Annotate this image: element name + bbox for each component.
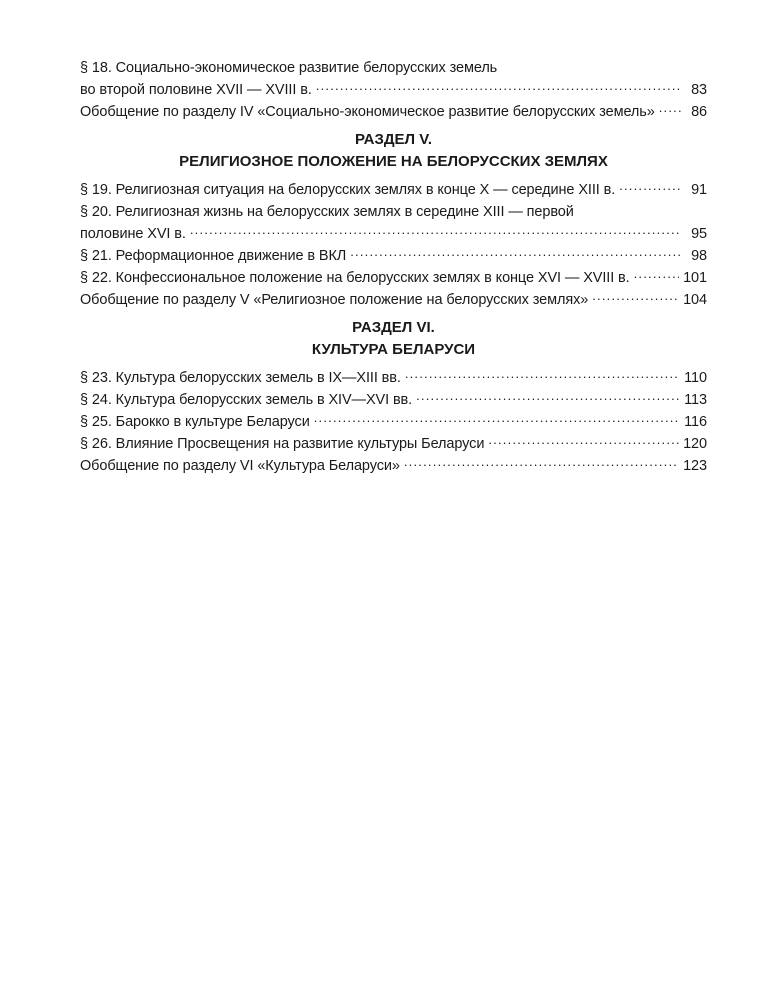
- dot-leader: [404, 456, 679, 471]
- toc-entry-line: [80, 289, 707, 311]
- toc-entry-title: § 26. Влияние Просвещения на развитие культуры Беларуси: [80, 436, 485, 452]
- dot-leader: [659, 102, 681, 117]
- toc-entry-18[interactable]: [80, 57, 707, 101]
- toc-entry-summary-5[interactable]: [80, 289, 707, 311]
- toc-entry-title: § 19. Религиозная ситуация на белорусских землях в конце X — середине XIII в.: [80, 182, 616, 198]
- section-heading-5: [80, 129, 707, 173]
- toc-entry-20[interactable]: [80, 201, 707, 245]
- toc-entry-title: § 24. Культура белорусских земель в XIV—XVI вв.: [80, 392, 413, 408]
- dot-leader: [314, 412, 680, 427]
- toc-entry-line: [80, 433, 707, 455]
- toc-block-section-5: [80, 179, 707, 311]
- toc-page-number: 91: [691, 182, 707, 198]
- toc-entry-19[interactable]: [80, 179, 707, 201]
- table-of-contents: [80, 57, 707, 477]
- section-subtitle: КУЛЬТУРА БЕЛАРУСИ: [311, 341, 476, 358]
- toc-page-number: 95: [691, 226, 707, 242]
- toc-page-number: 98: [691, 248, 707, 264]
- toc-entry-line: [80, 223, 707, 245]
- toc-entry-title: § 18. Социально-экономическое развитие белорусских земель: [80, 60, 498, 76]
- toc-page-number: 104: [683, 292, 707, 308]
- toc-entry-line: [80, 389, 707, 411]
- dot-leader: [316, 80, 681, 95]
- dot-leader: [190, 224, 681, 239]
- toc-page-number: 123: [683, 458, 707, 474]
- toc-entry-line: [80, 101, 707, 123]
- toc-entry-line: [80, 201, 707, 223]
- toc-entry-line: [80, 455, 707, 477]
- toc-page-number: 86: [691, 104, 707, 120]
- section-subtitle: РЕЛИГИОЗНОЕ ПОЛОЖЕНИЕ НА БЕЛОРУССКИХ ЗЕМЛЯХ: [179, 153, 608, 170]
- toc-entry-line: [80, 367, 707, 389]
- toc-block-section-4-end: [80, 57, 707, 123]
- section-title: РАЗДЕЛ V.: [354, 131, 433, 148]
- toc-entry-title: § 23. Культура белорусских земель в IX—XIII вв.: [80, 370, 401, 386]
- toc-page-number: 113: [684, 392, 707, 408]
- section-title: РАЗДЕЛ VI.: [352, 319, 435, 336]
- toc-entry-title: половине XVI в.: [80, 226, 186, 242]
- toc-entry-21[interactable]: [80, 245, 707, 267]
- toc-page-number: 116: [684, 414, 707, 430]
- toc-entry-24[interactable]: [80, 389, 707, 411]
- toc-entry-summary-6[interactable]: [80, 455, 707, 477]
- toc-page-number: 101: [683, 270, 707, 286]
- dot-leader: [405, 368, 680, 383]
- toc-entry-25[interactable]: [80, 411, 707, 433]
- toc-entry-line: [80, 57, 707, 79]
- toc-entry-line: [80, 267, 707, 289]
- dot-leader: [350, 246, 681, 261]
- toc-page-number: 120: [683, 436, 707, 452]
- toc-entry-line: [80, 245, 707, 267]
- toc-entry-title: Обобщение по разделу V «Религиозное положение на белорусских землях»: [80, 292, 589, 308]
- toc-entry-title: § 21. Реформационное движение в ВКЛ: [80, 248, 347, 264]
- toc-entry-26[interactable]: [80, 433, 707, 455]
- toc-entry-line: [80, 179, 707, 201]
- dot-leader: [416, 390, 680, 405]
- dot-leader: [619, 180, 681, 195]
- dot-leader: [634, 268, 680, 283]
- toc-entry-title: § 25. Барокко в культуре Беларуси: [80, 414, 310, 430]
- toc-entry-title: Обобщение по разделу IV «Социально-экономическое развитие белорусских земель»: [80, 104, 655, 120]
- dot-leader: [488, 434, 679, 449]
- toc-block-section-6: [80, 367, 707, 477]
- section-heading-6: [80, 317, 707, 361]
- toc-entry-title: § 20. Религиозная жизнь на белорусских землях в середине XIII — первой: [80, 204, 574, 220]
- toc-entry-title: Обобщение по разделу VI «Культура Беларуси»: [80, 458, 400, 474]
- toc-entry-summary-4[interactable]: [80, 101, 707, 123]
- toc-page-number: 83: [691, 82, 707, 98]
- toc-entry-22[interactable]: [80, 267, 707, 289]
- toc-entry-line: [80, 411, 707, 433]
- dot-leader: [592, 290, 679, 305]
- toc-entry-23[interactable]: [80, 367, 707, 389]
- toc-entry-title: во второй половине XVII — XVIII в.: [80, 82, 312, 98]
- toc-page-number: 110: [684, 370, 707, 386]
- toc-entry-title: § 22. Конфессиональное положение на белорусских землях в конце XVI — XVIII в.: [80, 270, 630, 286]
- toc-entry-line: [80, 79, 707, 101]
